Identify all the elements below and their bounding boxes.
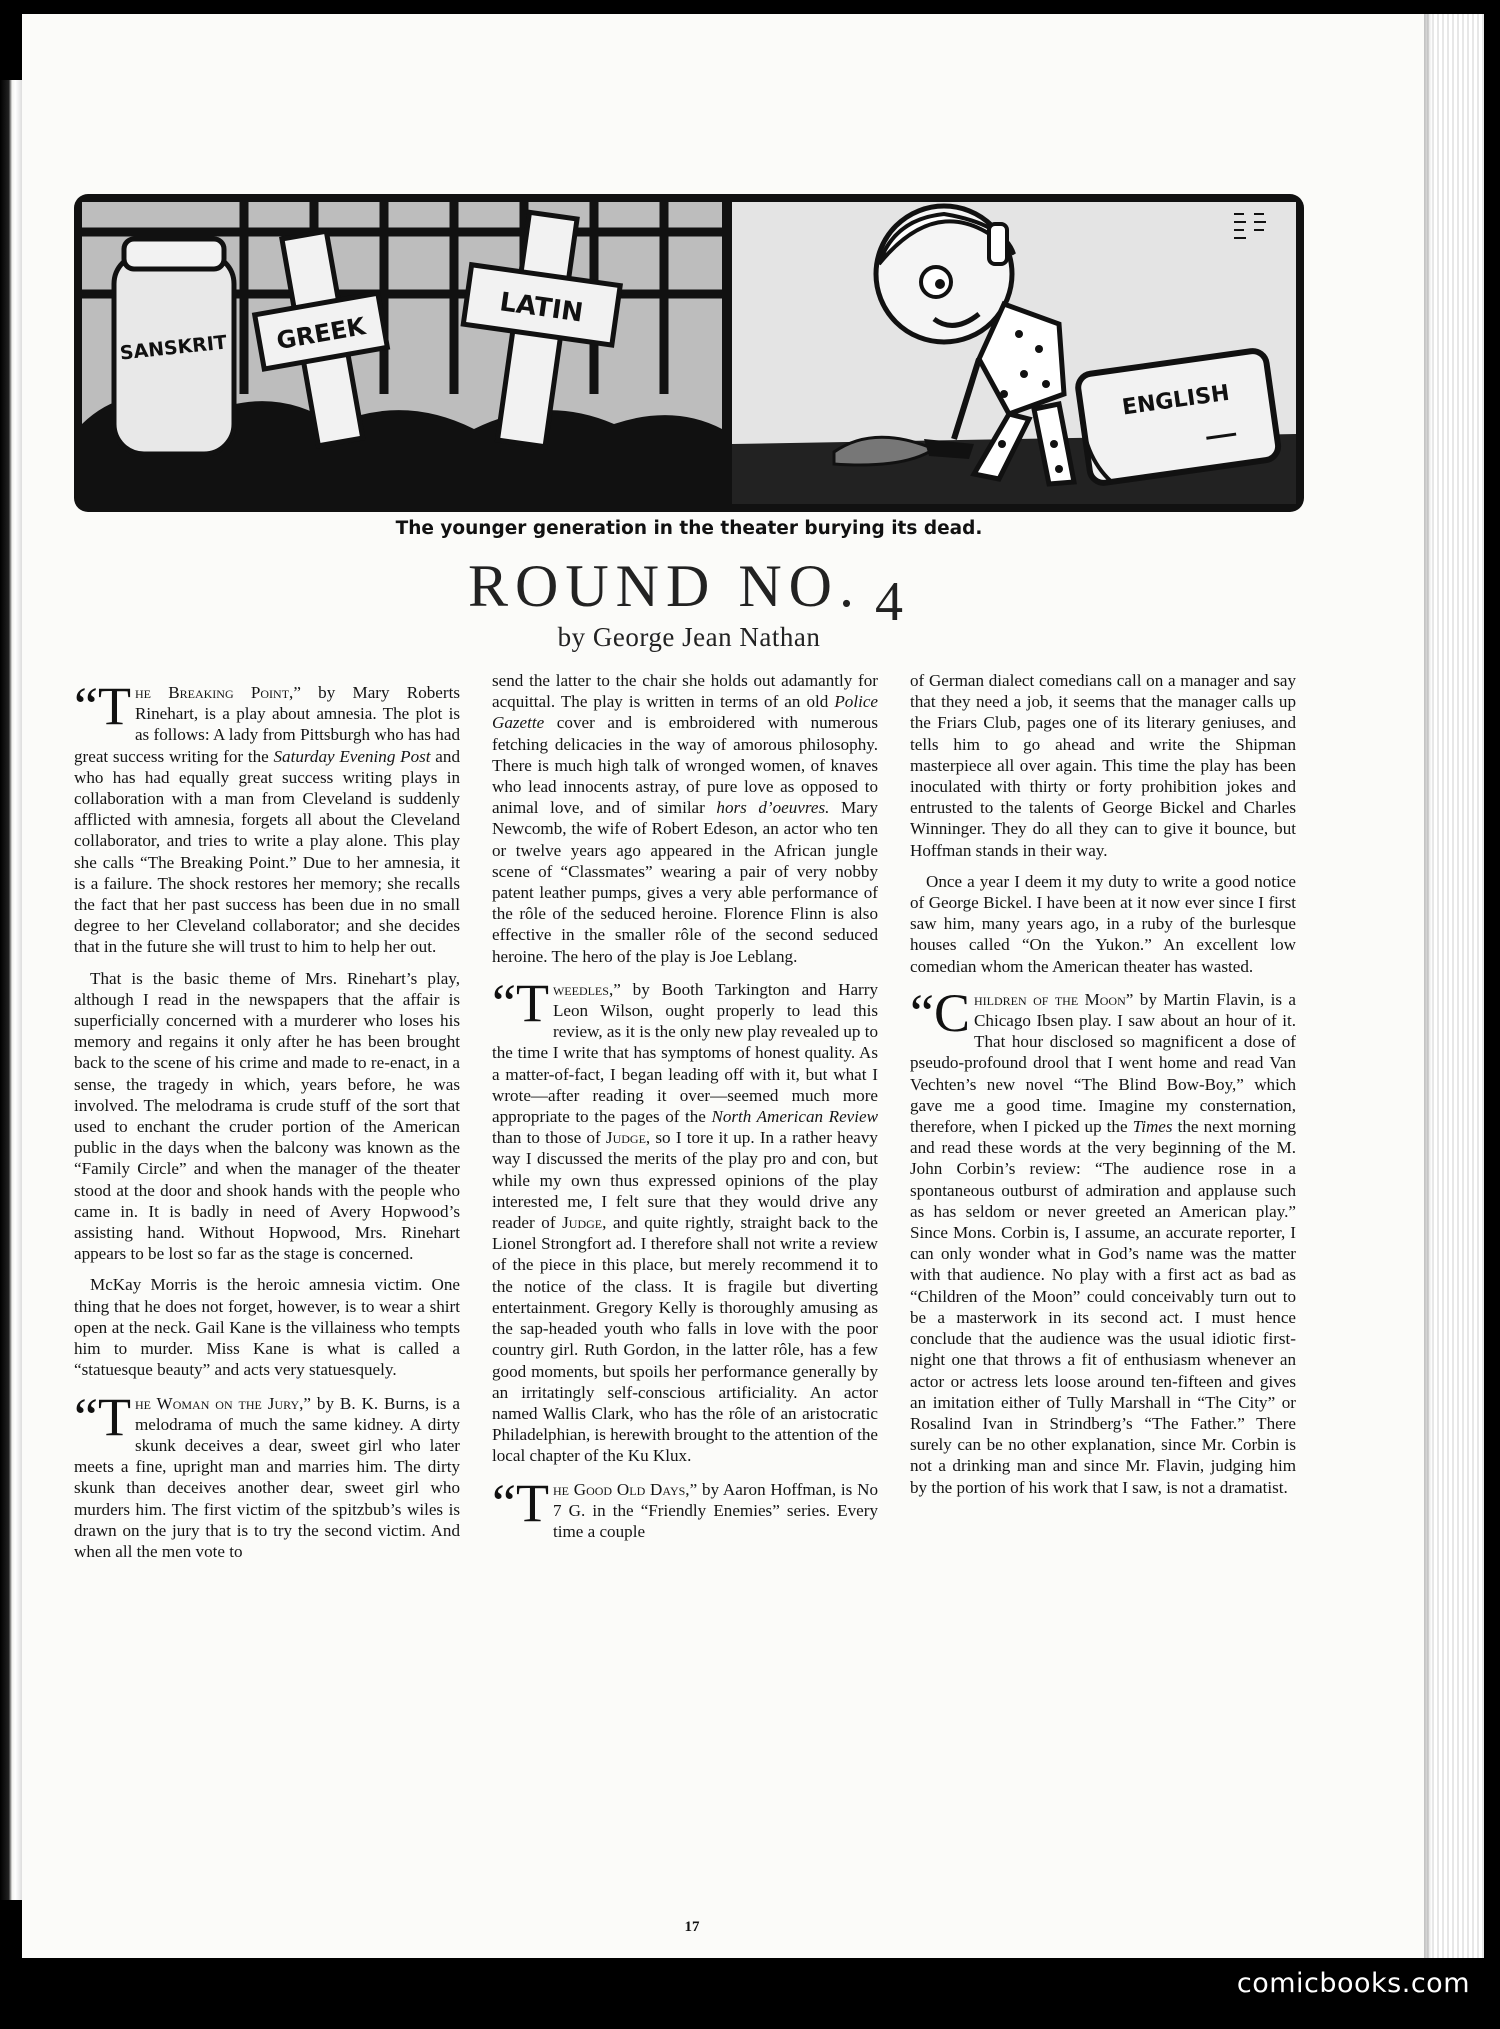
italic-run: North American Review — [711, 1107, 878, 1127]
graveyard-cartoon — [74, 194, 1304, 512]
drop-cap: “T — [74, 676, 131, 736]
paragraph-tweedles — [492, 972, 878, 1467]
text-run: ” by Booth Tarkington and Harry Leon Wilson, ought properly to lead this review, as it is the only new play revealed up to the time I write that has symptoms of honest quality. As a matter-of-fact, I began leading off with it, but what I wrote—after reading it over—seemed much more appropriate to the pages of the — [492, 979, 878, 1127]
paragraph: That is the basic theme of Mrs. Rinehart’s play, although I read in the newspapers that the affair is superficially concerned with a murderer who loses his memory and regains it only after he has been brought back to the scene of his crime and made to re-enact, in a sense, the tragedy in which, years before, he was involved. The melodrama is crude stuff of the sort that used to enchant the cruder portion of the American public in the days when the balcony was known as the “Family Circle” and when the manager of the theater stood at the door and shook hands with the people who came in. It is badly in need of Avery Hopwood’s assisting hand. Without Hopwood, Mrs. Rinehart appears to be lost so far as the stage is concerned. — [74, 968, 460, 1264]
text-run: send the latter to the chair she holds out adamantly for acquittal. The play is written in terms of an old — [492, 671, 878, 712]
sanskrit-label: SANSKRIT — [118, 331, 228, 365]
play-title: he Breaking Point, — [134, 683, 294, 702]
paragraph-continued: of German dialect comedians call on a manager and say that they need a job, it seems that the manager calls up the Friars Club, pages one of its literary geniuses, and tells him to go ahead and write the Shipman masterpiece all over again. This time the play has been inoculated with thirty or forty prohibition jokes and entrusted to the talents of George Bickel and Charles Winninger. They do all they can to give it bounce, but Hoffman stands in their way. — [910, 671, 1296, 860]
latin-label: LATIN — [497, 287, 585, 329]
text-run: ” by B. K. Burns, is a melodrama of much the same kidney. A dirty skunk deceives a dear, sweet girl who later meets a fine, upright man and marries him. The dirty skunk than deceives another dear, sweet girl who murders him. The first victim of the spitzbub’s wiles is drawn on the jury that is to try the second victim. And when all the men vote to — [74, 1393, 460, 1561]
italic-run: Police Gazette — [492, 692, 878, 733]
text-run: than to those of — [492, 1128, 606, 1148]
text-run: the next morning and read these words at the very beginning of the M. John Corbin’s review: “The audience rose in a spontaneous outburst of admiration and applause such as has seldom or never greeted an American play.” Since Mons. Corbin is, I assume, an accurate reporter, I can only wonder what in God’s name was the matter with that audience. No play with a first act as bad as “Children of the Moon” could conceivably turn out to be a masterwork in its second act. I must hence conclude that the audience was the usual idiotic first-night one that throws a fit of enthusiasm whenever an actor or actress lets loose around ten-fifteen and gives an imitation either of Tully Marshall in “The City” or Rosalind Ivan in Strindberg’s “The Father.” There surely can be no other explanation, since Mr. Corbin is not a drinking man and since Mr. Flavin, judging him by the portion of his work that I saw, is not a dramatist. — [910, 1117, 1296, 1497]
paragraph-good-old-days — [492, 1472, 878, 1543]
paragraph-children-of-moon — [910, 982, 1296, 1498]
paragraph-breaking-point — [74, 676, 460, 958]
title-text: ROUND NO. — [468, 553, 861, 619]
paragraph: McKay Morris is the heroic amnesia victim. One thing that he does not forget, however, is to wear a shirt open at the neck. Gail Kane is the villainess who tempts him to murder. Miss Kane is what is called a “statuesque beauty” and acts very statuesquely. — [74, 1275, 460, 1380]
text-run: , so I tore it up. In a rather heavy way I discussed the merits of the play pro and con, but while my own thus expressed opinions of the play interested me, I felt sure that they would drive any reader of — [492, 1128, 878, 1233]
drop-cap: “C — [910, 982, 970, 1043]
article-title — [74, 552, 1304, 633]
italic-run: Saturday Evening Post — [273, 746, 431, 766]
magazine-name: Judge — [562, 1213, 603, 1233]
drop-cap: “T — [74, 1386, 131, 1447]
play-title: hildren of the Moon — [974, 989, 1126, 1009]
text-column-1 — [74, 670, 460, 1572]
drop-cap: “T — [492, 1472, 549, 1533]
play-title: he Good Old Days, — [552, 1479, 690, 1499]
italic-run: Times — [1132, 1117, 1173, 1137]
drop-cap: “T — [492, 972, 549, 1033]
text-column-3 — [910, 670, 1296, 1508]
text-run: , and quite rightly, straight back to the Lionel Strongfort ad. I therefore shall not write a review of the piece in this place, but merely recommend it to the notice of the class. It is fragile but diverting entertainment. Gregory Kelly is thoroughly amusing as the sap-headed youth who falls in love with the poor country girl. Ruth Gordon, in the latter rôle, has a few good moments, but spoils her performance generally by an irritatingly self-conscious artificiality. An actor named Wallis Clark, who has the rôle of an aristocratic Philadelphian, is herewith brought to the attention of the local chapter of the Ku Klux. — [492, 1213, 878, 1466]
paragraph-woman-on-jury — [74, 1386, 460, 1563]
byline: by George Jean Nathan — [557, 622, 821, 652]
text-run: Mary Newcomb, the wife of Robert Edeson, an actor who ten or twelve years ago appeared in the African jungle scene of “Classmates” wearing a pair of very nobby patent leather pumps, gives a very able performance of the rôle of the seduced heroine. Florence Flinn is also effective in the smaller rôle of the second seduced heroine. The hero of the play is Joe Leblang. — [492, 798, 878, 966]
paragraph-continued — [492, 670, 878, 967]
page-number: 17 — [684, 1919, 700, 1935]
book-spine — [0, 80, 22, 1900]
site-watermark: comicbooks.com — [1236, 1968, 1470, 1999]
english-label: ENGLISH — [1120, 380, 1232, 421]
english-book — [1076, 349, 1280, 484]
text-run: ” by Martin Flavin, is a Chicago Ibsen play. I saw about an hour of it. That hour disclosed so magnificent a dose of pseudo-profound drool that I went home and read Van Vechten’s new novel “The Blind Bow-Boy,” which gave me a good time. Imagine my consternation, therefore, when I picked up the — [910, 989, 1296, 1137]
text-run: cover and is embroidered with numerous fetching delicacies in the way of amorous philosophy. There is much high talk of wronged women, of knaves who lead innocents astray, of pure love as opposed to animal love, and of similar — [492, 713, 878, 818]
illustration-caption: The younger generation in the theater burying its dead. — [395, 518, 983, 539]
play-title: weedles, — [552, 979, 614, 999]
sanskrit-tombstone — [114, 239, 234, 454]
text-run: ” by Aaron Hoffman, is No 7 G. in the “Friendly Enemies” series. Every time a couple — [552, 1479, 878, 1541]
magazine-name: Judge — [605, 1128, 646, 1148]
italic-run: hors d’oeuvres. — [716, 798, 830, 818]
greek-label: GREEK — [274, 312, 368, 356]
paragraph: Once a year I deem it my duty to write a good notice of George Bickel. I have been at it now ever since I first saw him, many years ago, in a ruby of the burlesque houses called “On the Yukon.” An excellent low comedian whom the American theater has wasted. — [910, 871, 1296, 976]
cartoon-illustration — [74, 194, 1304, 512]
text-column-2 — [492, 670, 878, 1552]
page-edges — [1424, 14, 1484, 1958]
play-title: he Woman on the Jury, — [134, 1393, 304, 1413]
magazine-page — [22, 14, 1484, 1958]
text-run: and who has had equally great success writing plays in collaboration with a man from Cleveland is suddenly afflicted with amnesia, forgets all about the Cleveland collaborator, and tries to write a play alone. This play she calls “The Breaking Point.” Due to her amnesia, it is a failure. The shock restores her memory; she recalls the fact that her past success has been due in no small degree to her Cleveland collaborator; and she decides that in the future she will trust to him to help her out. — [74, 746, 460, 957]
title-number: 4 — [875, 571, 910, 633]
text-run: ” by Mary Roberts Rinehart, is a play about amnesia. The plot is as follows: A lady from Pittsburgh who has had great success writing for the — [74, 683, 460, 766]
